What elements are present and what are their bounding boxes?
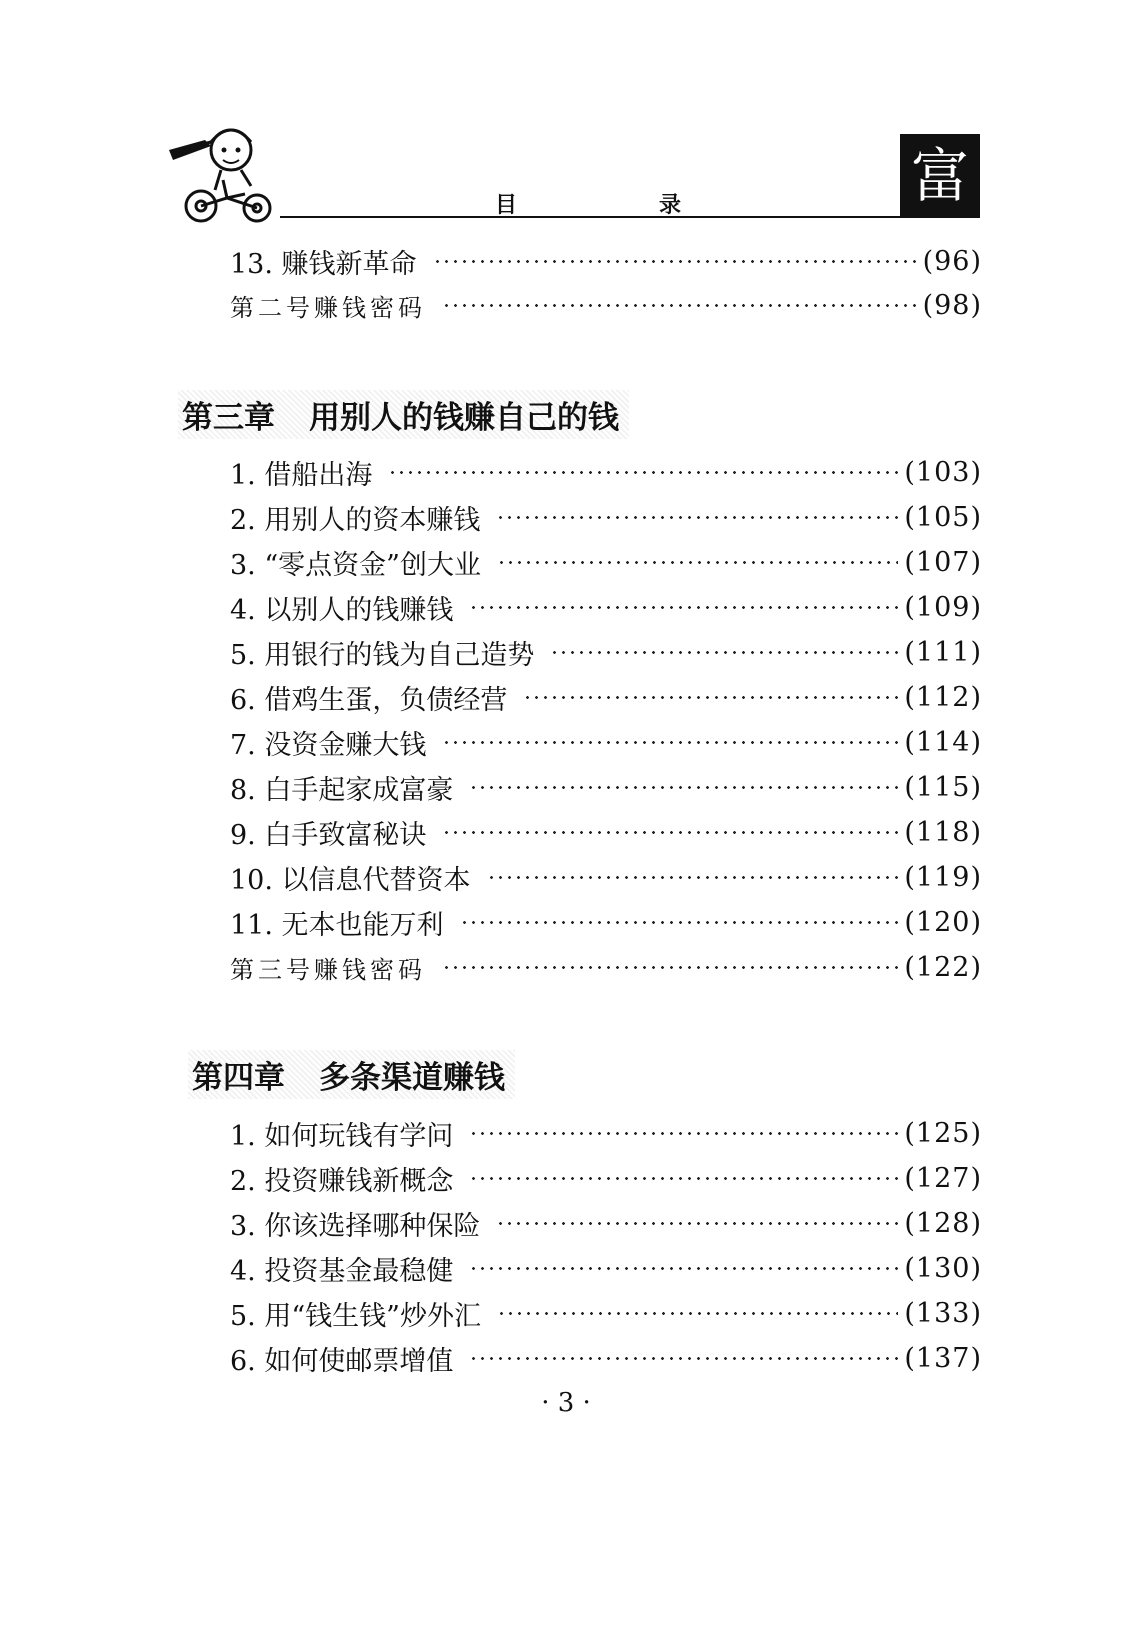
dot-leader xyxy=(469,1132,898,1135)
toc-entry[interactable] xyxy=(230,1158,982,1198)
dot-leader xyxy=(487,876,899,879)
chapter-number: 第三章 xyxy=(182,400,275,436)
toc-entry[interactable] xyxy=(230,452,982,492)
dot-leader xyxy=(523,696,898,699)
toc-entry-page: (96) xyxy=(922,245,982,277)
toc-entry[interactable] xyxy=(230,1248,982,1288)
toc-entry-page: (137) xyxy=(904,1342,982,1374)
toc-entry-title: 8. 白手起家成富豪 xyxy=(230,774,454,806)
child-on-tricycle-icon xyxy=(165,120,285,230)
dot-leader xyxy=(433,260,917,263)
dot-leader xyxy=(460,921,899,924)
page-number: · 3 · xyxy=(541,1388,591,1418)
toc-entry-title: 3. “零点资金”创大业 xyxy=(230,549,481,581)
toc-entry-page: (107) xyxy=(904,546,982,578)
toc-entry-page: (115) xyxy=(904,771,982,803)
toc-entry-title: 6. 借鸡生蛋，负债经营 xyxy=(230,684,508,716)
dot-leader xyxy=(442,831,898,834)
toc-entry[interactable] xyxy=(230,632,982,672)
chapter-heading xyxy=(188,1050,515,1099)
toc-entry-title: 10. 以信息代替资本 xyxy=(230,864,471,896)
toc-entry-title: 13. 赚钱新革命 xyxy=(230,248,417,280)
dot-leader xyxy=(497,1312,898,1315)
toc-entry-page: (127) xyxy=(904,1162,982,1194)
toc-entry[interactable] xyxy=(230,587,982,627)
toc-entry-title: 1. 借船出海 xyxy=(230,459,373,491)
toc-entry-title: 6. 如何使邮票增值 xyxy=(230,1345,454,1377)
toc-entry[interactable] xyxy=(230,767,982,807)
chapter-title: 用别人的钱赚自己的钱 xyxy=(309,400,619,436)
toc-entry[interactable] xyxy=(230,902,982,942)
dot-leader xyxy=(469,606,898,609)
toc-entry[interactable] xyxy=(230,1293,982,1333)
toc-entry[interactable] xyxy=(230,1203,982,1243)
toc-entry-page: (128) xyxy=(904,1207,982,1239)
toc-entry-page: (119) xyxy=(904,861,982,893)
dot-leader xyxy=(497,561,898,564)
dot-leader xyxy=(496,516,898,519)
toc-entry-page: (118) xyxy=(904,816,982,848)
toc-entry[interactable] xyxy=(230,677,982,717)
dot-leader xyxy=(469,786,898,789)
toc-entry-title: 2. 投资赚钱新概念 xyxy=(230,1165,454,1197)
toc-entry-page: (122) xyxy=(904,951,982,983)
dot-leader xyxy=(469,1357,898,1360)
toc-entry[interactable] xyxy=(230,1113,982,1153)
toc-entry-page: (112) xyxy=(904,681,982,713)
chapter-number: 第四章 xyxy=(192,1060,285,1096)
toc-entry-page: (109) xyxy=(904,591,982,623)
header-title: 目 录 xyxy=(495,193,742,218)
toc-entry-title: 9. 白手致富秘诀 xyxy=(230,819,427,851)
toc-entry[interactable] xyxy=(230,857,982,897)
dot-leader xyxy=(469,1177,898,1180)
chapter-title: 多条渠道赚钱 xyxy=(319,1060,505,1096)
toc-entry[interactable] xyxy=(230,722,982,762)
page-header xyxy=(165,120,980,230)
dot-leader xyxy=(388,471,898,474)
toc-entry-title: 3. 你该选择哪种保险 xyxy=(230,1210,481,1242)
toc-entry-title: 1. 如何玩钱有学问 xyxy=(230,1120,454,1152)
toc-entry-title: 第二号赚钱密码 xyxy=(230,293,426,322)
toc-entry-page: (111) xyxy=(904,636,982,668)
toc-entry-page: (114) xyxy=(904,726,982,758)
toc-entry[interactable] xyxy=(230,497,982,537)
toc-entry-page: (133) xyxy=(904,1297,982,1329)
toc-entry-title: 11. 无本也能万利 xyxy=(230,909,444,941)
toc-entry[interactable] xyxy=(230,241,982,281)
corner-badge: 富 xyxy=(900,134,980,218)
toc-entry[interactable] xyxy=(230,812,982,852)
dot-leader xyxy=(496,1222,898,1225)
toc-entry[interactable] xyxy=(230,542,982,582)
dot-leader xyxy=(442,966,898,969)
toc-entry-title: 4. 投资基金最稳健 xyxy=(230,1255,454,1287)
dot-leader xyxy=(550,651,898,654)
chapter-heading xyxy=(178,390,629,439)
toc-entry[interactable] xyxy=(230,285,982,325)
toc-entry-title: 4. 以别人的钱赚钱 xyxy=(230,594,454,626)
toc-entry[interactable] xyxy=(230,1338,982,1378)
toc-entry[interactable] xyxy=(230,947,982,987)
toc-entry-title: 第三号赚钱密码 xyxy=(230,955,426,984)
toc-entry-title: 5. 用银行的钱为自己造势 xyxy=(230,639,535,671)
toc-entry-page: (125) xyxy=(904,1117,982,1149)
toc-entry-title: 5. 用“钱生钱”炒外汇 xyxy=(230,1300,481,1332)
toc-entry-title: 7. 没资金赚大钱 xyxy=(230,729,427,761)
dot-leader xyxy=(442,304,917,307)
toc-entry-page: (130) xyxy=(904,1252,982,1284)
toc-entry-page: (120) xyxy=(904,906,982,938)
dot-leader xyxy=(469,1267,898,1270)
toc-entry-title: 2. 用别人的资本赚钱 xyxy=(230,504,481,536)
toc-entry-page: (105) xyxy=(904,501,982,533)
toc-entry-page: (103) xyxy=(904,456,982,488)
toc-entry-page: (98) xyxy=(922,289,982,321)
dot-leader xyxy=(442,741,898,744)
